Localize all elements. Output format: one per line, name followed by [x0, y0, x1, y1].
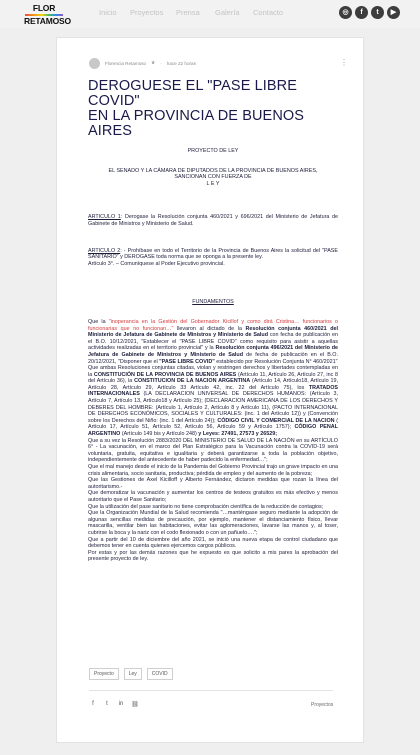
article-2-text: : - Prohíbase en todo el Territorio de la Provincia de Buenos Aires la solicitud del "PASE SANITARIO" y DEROGASE toda norma que se oponga a la presente ley. — [88, 247, 338, 261]
post-subtitle: PROYECTO DE LEY — [187, 148, 239, 154]
post-body — [88, 148, 338, 563]
blog-post-card — [56, 37, 364, 743]
twitter-share-icon[interactable]: t — [106, 701, 108, 707]
author-name[interactable]: Florencia Retamoso — [105, 60, 147, 66]
senate-line3: L E Y — [206, 180, 220, 187]
f1-pase-libre: "PASE LIBRE COVID" — [159, 358, 215, 365]
article-2-label: ARTICULO 2 — [88, 247, 121, 254]
site-logo[interactable] — [24, 3, 71, 26]
tag-ley[interactable]: Ley — [124, 668, 142, 680]
f1-text-d: de fecha de publicación en el B.O. 20/12/2021, "Disponer que el — [88, 351, 338, 365]
tag-proyecto[interactable]: Proyecto — [89, 668, 119, 680]
logo-line1: FLOR — [32, 3, 56, 13]
fundamento-4: Que el mal manejo desde el inicio de la Pandemia del Gobierno Provincial trajo un grave impacto en una crisis alimentaria, socio sanitaria, productiva; pérdida de empleo y del aumento de la pobreza; — [88, 464, 338, 477]
youtube-icon[interactable]: ▶ — [387, 6, 400, 19]
fundamento-1 — [88, 319, 338, 365]
f2-text-a: Que ambas Resoluciones conjuntas citadas, violan y restringen derechos y libertades contempladas en la — [88, 365, 338, 378]
f1-text-e: establecido por Resolución Conjunta N° 460/2021" — [214, 358, 338, 365]
fundamento-3: Que a su vez la Resolución 2883/2020 DEL MINISTERIO DE SALUD DE LA NACIÓN en su ARTÍCULO 6° - La vacunación, en el marco del Plan Estratégico para la Vacunación contra la COVID-19 será voluntaria, gratuita, equitativa e igualitaria y deberá garantizarse a toda la población objetivo, independientemente del antecedente de haber padecido la enfermedad…"; — [88, 437, 338, 464]
f2-text-d: (LA DECLARACION UNIVERSAL DE DERECHOS HUMANOS: (Artículo 3, Artículo 7, Artículo 13, Artículo18 y Artículo 25); (DECLARACION AMERICANA DE LOS DERECHOS Y DEBERES DEL HOMBRE: (Artículo 1, Artículo 2, Artículo 8 y Artículo 11), (PACTO INTERNACIONAL DE DERECHOS ECONÓMICOS, SOCIALES Y CULTURALES: (inc. 1 del Artículo 12)) y (Convención sobre los Derechos del Niño: (inc. 1 del Artículo 24)); — [88, 391, 338, 424]
fundamento-8: Que la Organización Mundial de la Salud recomienda "…manténgase seguro mediante la adopción de algunas sencillas medidas de precaución, por ejemplo, mantener el distanciamiento físico, llevar mascarilla, ventilar bien las habitaciones, evitar las aglomeraciones, lavarse las manos y, al toser, cubrirse la boca y la nariz con el codo flexionado o con un pañuelo…."; — [88, 510, 338, 536]
linkedin-share-icon[interactable]: in — [118, 701, 124, 707]
f2-text-b: (Artículo 11, Artículo 26, Artículo 27, inc 8 del Artículo 36), la — [88, 371, 338, 385]
post-tags — [89, 668, 173, 680]
f2-codigo-penal: CÓDIGO PENAL ARGENTINO — [88, 424, 338, 438]
f1-quote: "inoperancia en la Gestión del Gobernador Kicillof y como dirá Cristina… funcionarios o funcionarias que no funcionan…" — [88, 318, 338, 332]
nav-contacto[interactable]: Contacto — [253, 8, 284, 17]
tag-covid[interactable]: COVID — [147, 668, 173, 680]
article-1 — [88, 214, 338, 227]
twitter-icon[interactable]: t — [371, 6, 384, 19]
fundamento-2 — [88, 365, 338, 438]
senate-line2: SANCIONAN CON FUERZA DE — [174, 174, 252, 181]
fundamentos-heading: FUNDAMENTOS — [192, 299, 234, 306]
article-2 — [88, 248, 338, 261]
post-category-link[interactable]: Proyectos — [311, 702, 334, 708]
f1-text-b: llevaron al dictado de la — [173, 325, 246, 332]
f2-const-nacion: CONSTITUCION DE LA NACION ARGENTINA — [134, 378, 251, 385]
post-meta — [89, 56, 196, 70]
post-title-line1: DEROGUESE EL "PASE LIBRE COVID" — [88, 78, 298, 109]
nav-prensa[interactable]: Prensa — [176, 8, 200, 17]
senate-heading — [88, 168, 338, 188]
link-share-icon[interactable]: ⛓ — [131, 702, 139, 708]
instagram-icon[interactable]: ◎ — [339, 6, 352, 19]
f2-codigo-civil: CÓDIGO CIVIL Y COMERCIAL DE LA NACION — [217, 417, 335, 424]
share-bar — [89, 701, 139, 708]
nav-inicio[interactable]: Inicio — [99, 8, 117, 17]
f1-text-a: Que la — [88, 318, 109, 325]
meta-separator: · — [160, 60, 162, 66]
more-options-icon[interactable]: ⋮ — [340, 58, 349, 67]
f2-text-f: (Artículo 149 bis y Artículo 248) — [120, 431, 199, 438]
post-title-line2: EN LA PROVINCIA DE BUENOS AIRES — [88, 108, 305, 139]
article-1-label: ARTICULO 1 — [88, 214, 121, 221]
nav-proyectos[interactable]: Proyectos — [130, 8, 164, 17]
author-avatar[interactable] — [89, 58, 100, 69]
facebook-share-icon[interactable]: f — [92, 701, 94, 707]
f2-text-c: (Artículo 14, Artículo18, Artículo 19, Artículo 28, Artículo 29, Artículo 33 Artículo 42, inc. 22 del Artículo 75), los — [88, 378, 338, 391]
post-title — [88, 79, 336, 139]
f2-leyes: y Leyes: 27491, 27573 y 26529; — [198, 431, 278, 438]
f2-text-e: ( Artículo 17, Artículo 51, Artículo 52, Artículo 56, Artículo 59 y Artículo 1757); — [88, 417, 338, 431]
crown-icon: ♛ — [151, 60, 156, 65]
site-header — [0, 0, 420, 28]
facebook-icon[interactable]: f — [355, 6, 368, 19]
f1-resolution-496: Resolución conjunta 496/2021 del Ministerio de Jefatura de Gabinete de Ministros y Ministerio de Salud — [88, 345, 338, 358]
nav-galeria[interactable]: Galería — [215, 8, 240, 17]
senate-line1: EL SENADO Y LA CÁMARA DE DIPUTADOS DE LA PROVINCIA DE BUENOS AIRES, — [108, 167, 318, 174]
fundamento-9: Que a partir del 10 de diciembre del año 2021, se inició una nueva etapa de control ciudadano que debemos tener en cuenta quienes ejercemos cargos públicos. — [88, 536, 338, 550]
article-1-text: : Derogase la Resolución conjunta 460/2021 y 696/2021 del Ministerio de Jefatura de Gabinete de Ministros y Ministerio de Salud. — [88, 214, 339, 227]
footer-divider — [89, 690, 333, 691]
article-3: Artículo 3°. – Comuníquese al Poder Ejecutivo provincial. — [88, 260, 225, 267]
logo-line2: RETAMOSO — [24, 15, 71, 26]
fundamento-5: Que las Gestiones de Axel Kicilloff y Alberto Fernández, dictaron medidas que rozan la línea del autoritarismo.- — [88, 477, 338, 490]
fundamento-6: Que demoratizar la vacunación y aumentar los centros de testeos gratuitos es más efectivo y menos autoritario que el Pase Sanitario; — [88, 490, 338, 503]
fundamento-10: Por estas y por las demás razones que he expuesto es que solicito a mis pares la aprobación del presente proyecto de ley. — [88, 549, 338, 563]
f1-resolution-460: Resolución conjunta 460/2021 del Ministerio de Jefatura de Gabinete de Ministros y Ministerio de Salud — [88, 325, 339, 339]
f2-tratados: TRATADOS INTERNACIONALES — [88, 384, 338, 398]
f1-text-c: con fecha de publicación en el B.O. 10/12/2021, "Establecer el "PASE LIBRE COVID" como requisito para asistir a aquellas actividades realizadas en el territorio provincial" y la — [88, 332, 338, 352]
fundamento-7: Que la utilización del pase sanitario no tiene comprobación científica de la reducción de contagios; — [88, 503, 324, 510]
f2-const-pba: CONSTITUCIÓN DE LA PROVINCIA DE BUENOS AIRES — [93, 371, 237, 378]
post-time: hace 22 horas — [166, 60, 196, 66]
